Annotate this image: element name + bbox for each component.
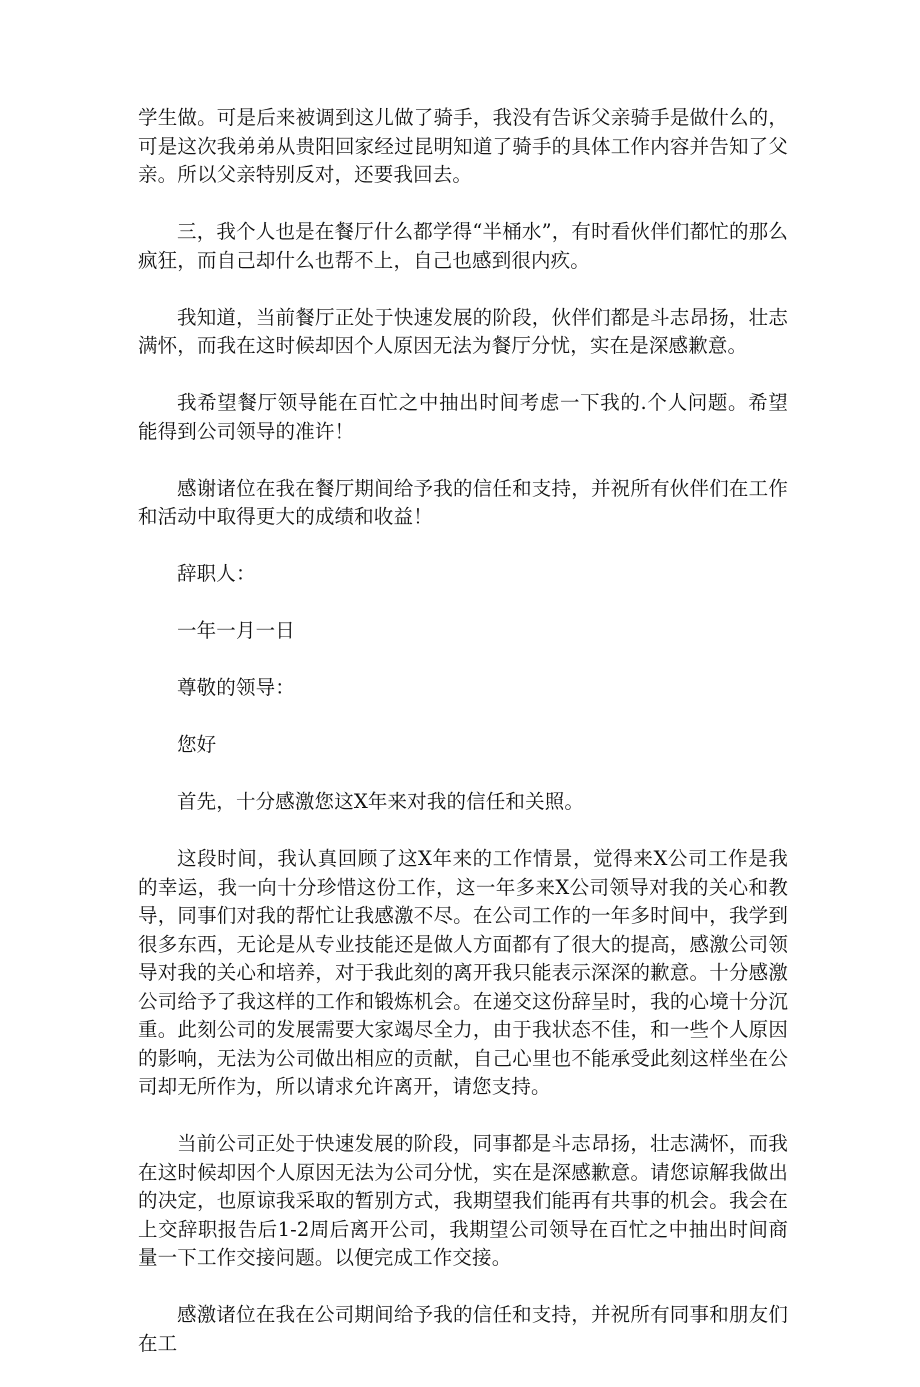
document-body — [138, 104, 788, 1387]
paragraph-continuation: 学生做。可是后来被调到这儿做了骑手，我没有告诉父亲骑手是做什么的，可是这次我弟弟从贵阳回家经过昆明知道了骑手的具体工作内容并告知了父亲。所以父亲特别反对，还要我回去。 — [138, 106, 788, 186]
paragraph-review: 这段时间，我认真回顾了这X年来的工作情景，觉得来X公司工作是我的幸运，我一向十分珍惜这份工作，这一年多来X公司领导对我的关心和教导，同事们对我的帮忙让我感激不尽。在公司工作的一年多时间中，我学到很多东西，无论是从专业技能还是做人方面都有了很大的提高，感激公司领导对我的关心和培养，对于我此刻的离开我只能表示深深的歉意。十分感激公司给予了我这样的工作和锻炼机会。在递交这份辞呈时，我的心境十分沉重。此刻公司的发展需要大家竭尽全力，由于我状态不佳，和一些个人原因的影响，无法为公司做出相应的贡献，自己心里也不能承受此刻这样坐在公司却无所作为，所以请求允许离开，请您支持。 — [138, 847, 788, 1098]
paragraph-point-three: 三，我个人也是在餐厅什么都学得“半桶水”，有时看伙伴们都忙的那么疯狂，而自己却什么也帮不上，自己也感到很内疚。 — [138, 220, 788, 272]
paragraph-restaurant-situation: 我知道，当前餐厅正处于快速发展的阶段，伙伴们都是斗志昂扬，壮志满怀，而我在这时候却因个人原因无法为餐厅分忧，实在是深感歉意。 — [138, 305, 788, 357]
paragraph-company-situation: 当前公司正处于快速发展的阶段，同事都是斗志昂扬，壮志满怀，而我在这时候却因个人原因无法为公司分忧，实在是深感歉意。请您谅解我做出的决定，也原谅我采取的暂别方式，我期望我们能再有共事的机会。我会在上交辞职报告后1-2周后离开公司，我期望公司领导在百忙之中抽出时间商量一下工作交接问题。以便完成工作交接。 — [138, 1132, 788, 1269]
paragraph-first-thanks: 首先，十分感激您这X年来对我的信任和关照。 — [177, 790, 585, 813]
greeting: 您好 — [177, 733, 217, 756]
paragraph-request: 我希望餐厅领导能在百忙之中抽出时间考虑一下我的.个人问题。希望能得到公司领导的准许！ — [138, 391, 788, 443]
paragraph-thanks: 感谢诸位在我在餐厅期间给予我的信任和支持，并祝所有伙伴们在工作和活动中取得更大的成绩和收益！ — [138, 476, 788, 528]
date-line: 一年一月一日 — [177, 619, 295, 642]
salutation: 尊敬的领导： — [177, 676, 295, 699]
paragraph-closing-thanks: 感激诸位在我在公司期间给予我的信任和支持，并祝所有同事和朋友们在工 — [138, 1303, 788, 1355]
signature-label: 辞职人： — [177, 562, 256, 585]
